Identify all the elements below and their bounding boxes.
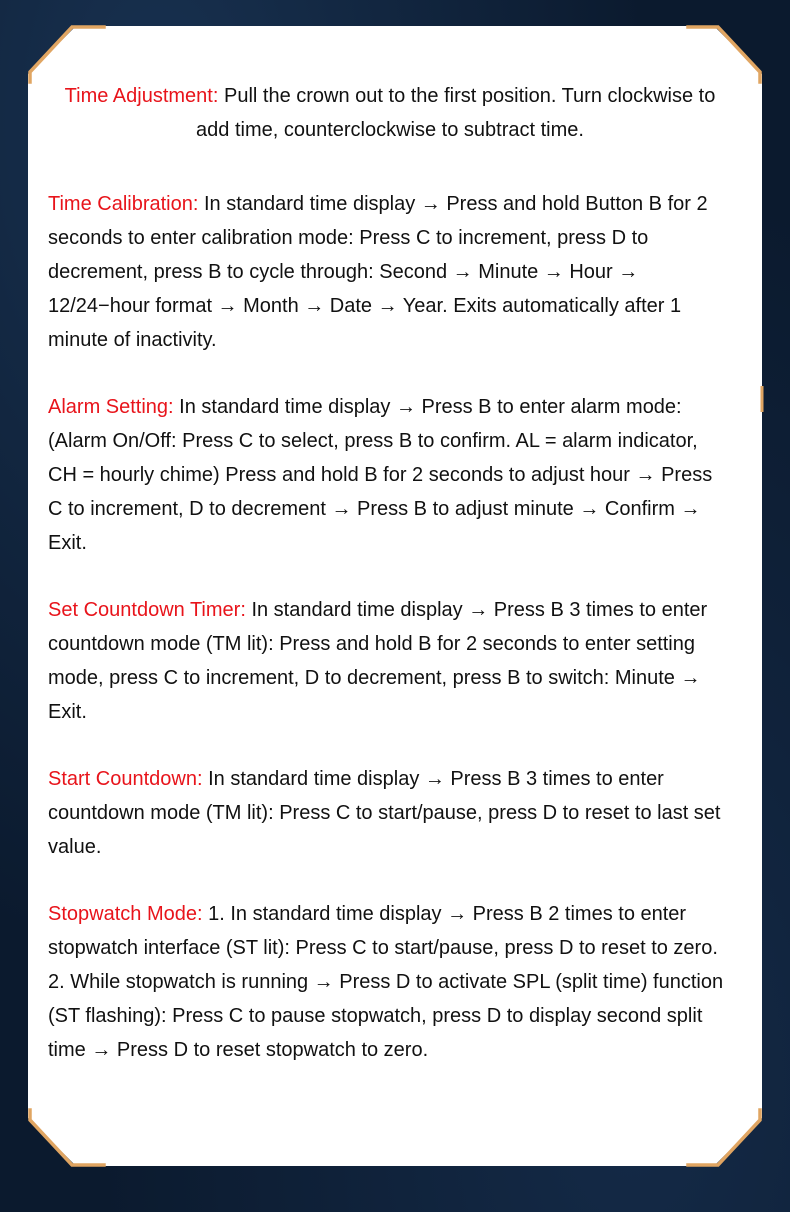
section-body: In standard time display → Press and hold Button B for 2 seconds to enter calibration mode: Press C to increment, press D to decrement, press B to cycle through: Second → Minute → Hour → 12/24−hour format → Month → Date → Year. Exits automatically after 1 minute of inactivity. [48,193,708,351]
section-alarm-setting [48,390,732,560]
section-stopwatch-mode [48,897,732,1067]
section-title: Time Calibration: [48,193,199,215]
section-body: In standard time display → Press B 3 times to enter countdown mode (TM lit): Press and hold B for 2 seconds to enter setting mode, press C to increment, D to decrement, press B to switch: Minute → Exit. [48,599,708,723]
section-title: Time Adjustment: [64,85,219,107]
section-title: Start Countdown: [48,768,203,790]
section-body: In standard time display → Press B 3 times to enter countdown mode (TM lit): Press C to start/pause, press D to reset to last set value. [48,768,721,858]
section-title: Set Countdown Timer: [48,599,246,621]
instructions-content [48,79,732,1100]
section-set-countdown-timer [48,593,732,729]
section-title: Stopwatch Mode: [48,903,203,925]
section-time-adjustment [48,79,732,147]
section-time-calibration [48,187,732,357]
section-body: Pull the crown out to the first position. Turn clockwise to add time, counterclockwise to subtract time. [196,85,716,141]
section-body: 1. In standard time display → Press B 2 times to enter stopwatch interface (ST lit): Press C to start/pause, press D to reset to zero. 2. While stopwatch is running → Press D to activate SPL (split time) function (ST flashing): Press C to pause stopwatch, press D to display second split time → Press D to reset stopwatch to zero. [48,903,724,1061]
section-body: In standard time display → Press B to enter alarm mode: (Alarm On/Off: Press C to select, press B to confirm. AL = alarm indicator, CH = hourly chime) Press and hold B for 2 seconds to adjust hour → Press C to increment, D to decrement → Press B to adjust minute → Confirm → Exit. [48,396,713,554]
section-title: Alarm Setting: [48,396,174,418]
section-start-countdown [48,762,732,864]
